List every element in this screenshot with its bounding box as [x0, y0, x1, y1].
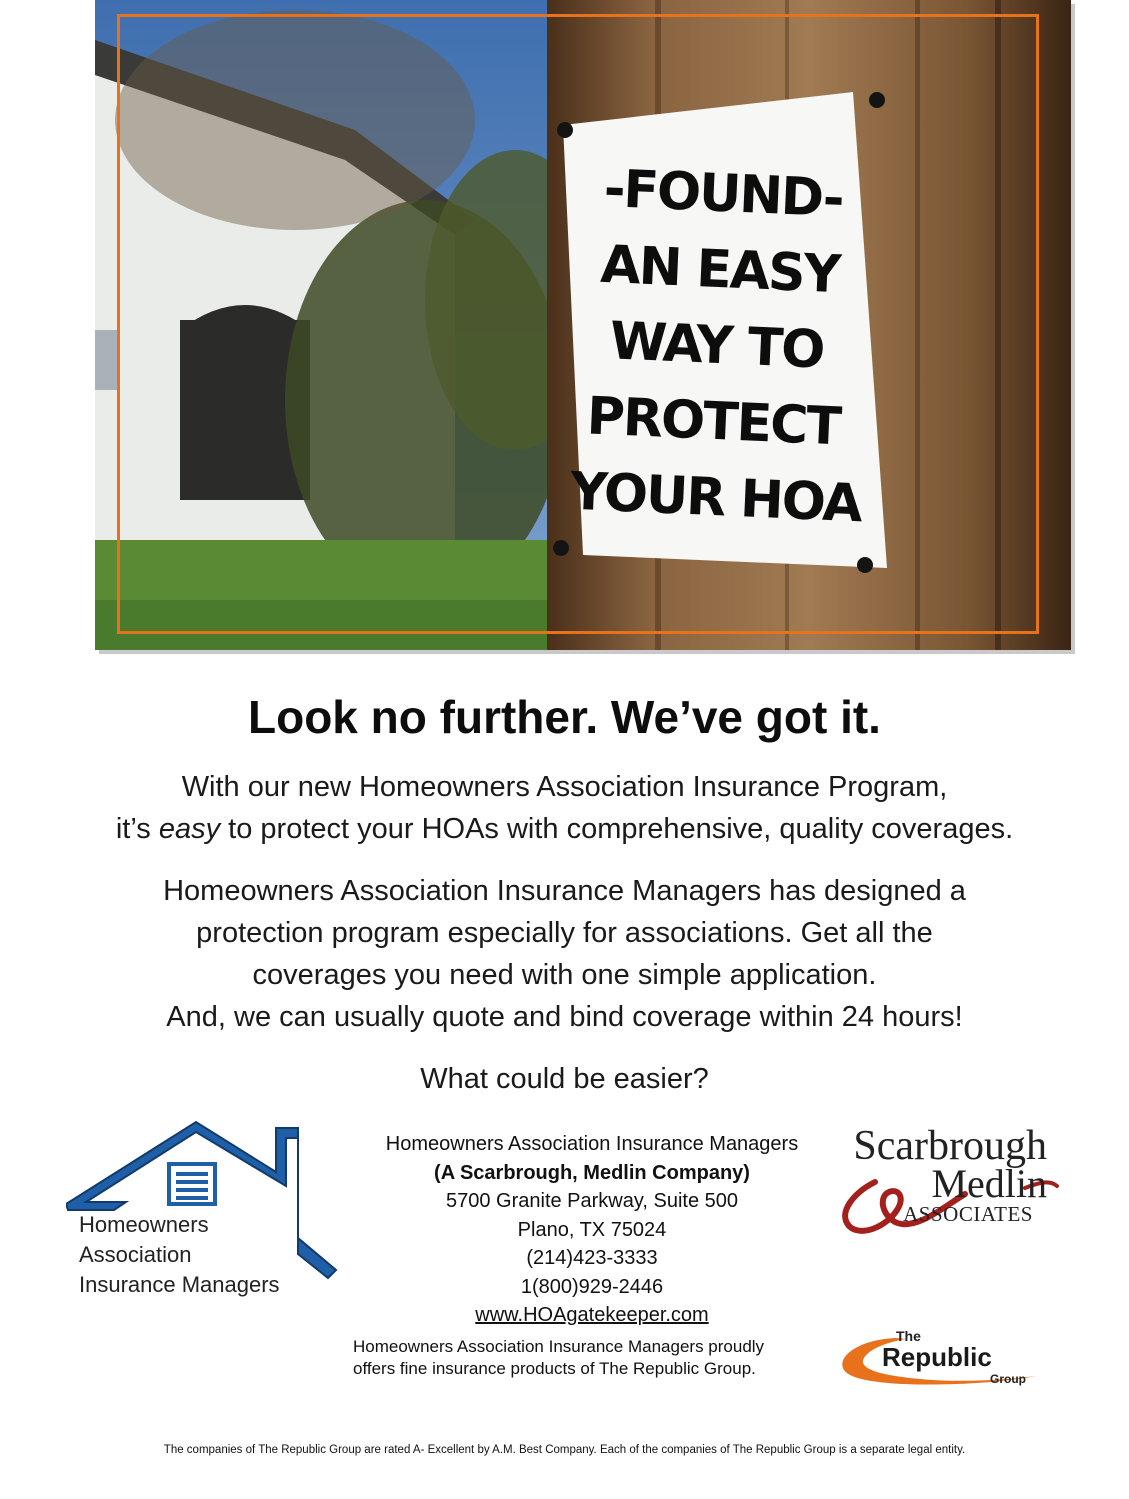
- sign-line: YOUR HOA: [568, 461, 863, 535]
- footer-disclaimer: The companies of The Republic Group are rated A- Excellent by A.M. Best Company. Each of the companies of The Republic Group is a separate legal entity.: [163, 1444, 966, 1456]
- body-paragraph: [0, 870, 1129, 1038]
- intro-line-2: [0, 808, 1129, 850]
- body-line: protection program especially for associations. Get all the: [196, 917, 933, 949]
- hoa-logo-line: Association: [79, 1242, 192, 1267]
- sm-logo-line: Scarbrough: [853, 1123, 1047, 1169]
- republic-group: Group: [990, 1372, 1026, 1386]
- republic-the: The: [896, 1328, 921, 1344]
- republic-group-logo: [836, 1326, 1066, 1396]
- hoa-logo: [66, 1120, 356, 1310]
- hoa-logo-line: Insurance Managers: [79, 1272, 280, 1297]
- contact-phone: (214)423-3333: [526, 1247, 658, 1269]
- sign-line: PROTECT: [585, 386, 841, 458]
- intro-line-2-pre: it’s: [115, 813, 159, 845]
- intro-line-2-post: to protect your HOAs with comprehensive, quality coverages.: [220, 813, 1014, 845]
- sign-line: WAY TO: [608, 311, 825, 381]
- body-line: And, we can usually quote and bind coverage within 24 hours!: [166, 1001, 963, 1033]
- republic-name: Republic: [882, 1342, 992, 1372]
- hoa-logo-line: Homeowners: [79, 1212, 209, 1237]
- contact-block: [350, 1130, 834, 1330]
- sm-logo-line: ASSOCIATES: [903, 1202, 1033, 1226]
- republic-note-line: Homeowners Association Insurance Managers proudly: [353, 1337, 765, 1356]
- contact-company: Homeowners Association Insurance Managers: [385, 1133, 799, 1155]
- sign-line: AN EASY: [599, 234, 841, 306]
- intro-line-1: With our new Homeowners Association Insurance Program,: [181, 771, 948, 803]
- contact-city: Plano, TX 75024: [517, 1218, 667, 1241]
- question: What could be easier?: [420, 1063, 709, 1095]
- contact-phone: 1(800)929-2446: [520, 1275, 664, 1298]
- intro-emphasis: easy: [158, 813, 221, 845]
- hero-photo: [95, 0, 1071, 650]
- body-line: coverages you need with one simple application.: [252, 959, 877, 991]
- scarbrough-medlin-logo: [835, 1122, 1075, 1242]
- sm-logo-line: Medlin: [931, 1161, 1047, 1206]
- body-line: Homeowners Association Insurance Managers has designed a: [163, 875, 966, 907]
- sign-line: -FOUND-: [602, 158, 844, 230]
- website-link[interactable]: www.HOAgatekeeper.com: [475, 1304, 709, 1326]
- headline: Look no further. We’ve got it.: [248, 691, 881, 743]
- republic-note: [353, 1336, 843, 1380]
- republic-note-line: offers fine insurance products of The Republic Group.: [353, 1359, 756, 1378]
- intro-paragraph: [0, 766, 1129, 850]
- sign-text: [568, 150, 864, 542]
- contact-parent: (A Scarbrough, Medlin Company): [434, 1161, 750, 1184]
- contact-street: 5700 Granite Parkway, Suite 500: [445, 1190, 739, 1212]
